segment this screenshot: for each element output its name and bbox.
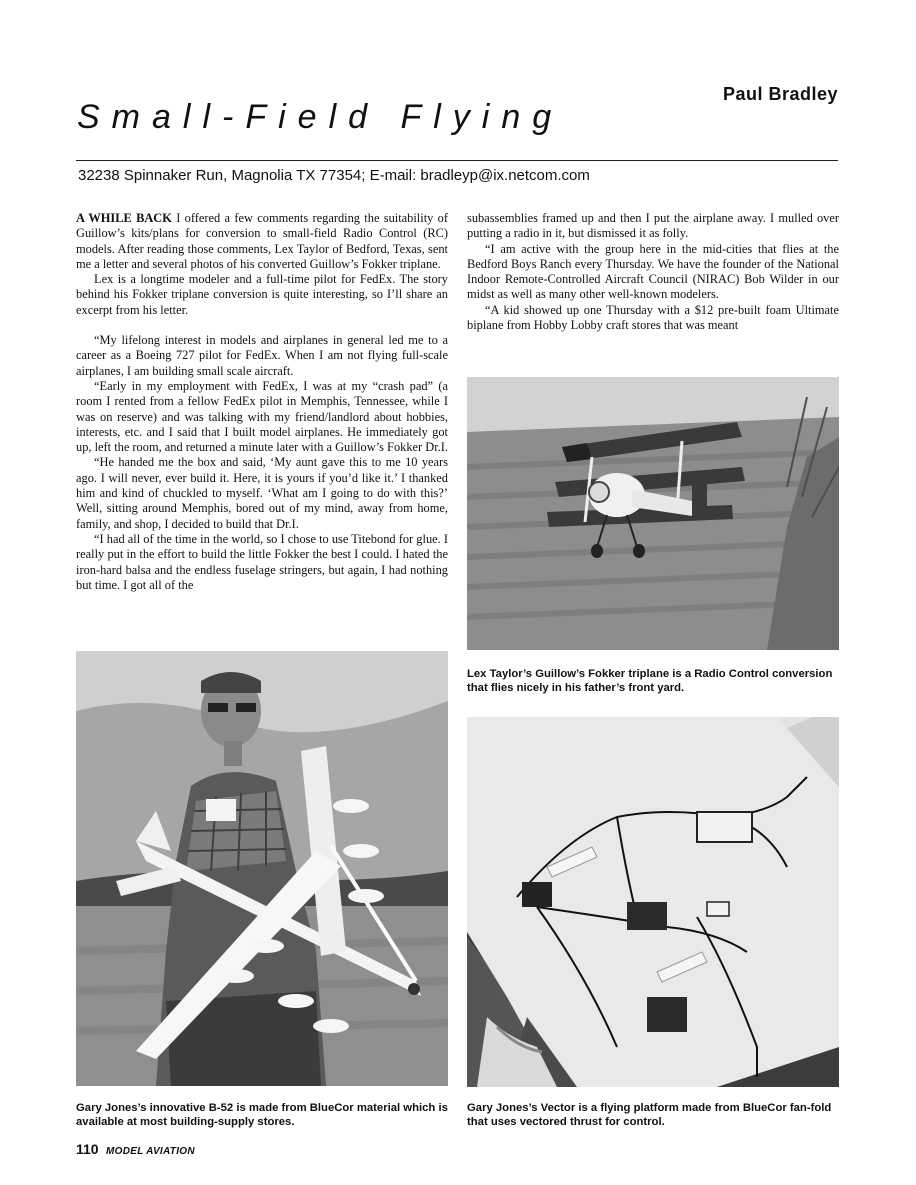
text-column-left [76,211,448,593]
b52-photo [76,651,448,1086]
lead-in: A WHILE BACK [76,211,172,225]
vector-photo [467,717,839,1087]
header-rule [76,160,838,161]
paragraph: “A kid showed up one Thursday with a $12 pre-built foam Ultimate biplane from Hobby Lobby craft stores that was meant [467,302,839,333]
paragraph: “My lifelong interest in models and airplanes in general led me to a career as a Boeing 727 pilot for FedEx. When I am not flying full-scale airplanes, I am building small scale aircraft. [76,333,448,378]
triplane-photo [467,377,839,650]
paragraph: “I am active with the group here in the mid-cities that flies at the Bedford Boys Ranch every Thursday. We have the founder of the National Indoor Remote-Controlled Aircraft Council (NIRAC) Bob Wilder in our midst as well as many other well-known modelers. [467,241,839,302]
text-column-right [467,211,839,333]
author-name: Paul Bradley [722,84,838,104]
page-number: 110 [76,1141,99,1157]
paragraph: subassemblies framed up and then I put the airplane away. I mulled over putting a radio in it, but dismissed it as folly. [467,211,839,241]
paragraph: “He handed me the box and said, ‘My aunt gave this to me 10 years ago. I will never, ever build it. Here, it is yours if you’d like it.’ I thanked him and kind of chuckled to myself. ‘What am I going to do with this?’ Well, sitting around Memphis, bored out of my mind, away from home, family, and shop, I decided to build that Dr.I. [76,455,448,531]
vector-caption: Gary Jones’s Vector is a flying platform made from BlueCor fan-fold that uses vectored thrust for control. [467,1102,832,1128]
paragraph [76,211,448,272]
author-address: 32238 Spinnaker Run, Magnolia TX 77354; E-mail: bradleyp@ix.netcom.com [78,167,590,184]
triplane-caption: Lex Taylor’s Guillow’s Fokker triplane is a Radio Control conversion that flies nicely in his father’s front yard. [467,668,833,694]
paragraph: Lex is a longtime modeler and a full-time pilot for FedEx. The story behind his Fokker triplane conversion is quite interesting, so I’ll share an excerpt from his letter. [76,272,448,317]
paragraph-text: I offered a few comments regarding the suitability of Guillow’s kits/plans for conversion to small-field Radio Control (RC) models. After reading those comments, Lex Taylor of Bedford, Texas, sent me a letter and several photos of his converted Guillow’s Fokker triplane. [76,211,448,271]
magazine-name: MODEL AVIATION [106,1146,195,1157]
paragraph: “I had all of the time in the world, so I chose to use Titebond for glue. I really put in the effort to build the little Fokker the best I could. I hated the iron-hard balsa and the endless fuselage stringers, but again, I had nothing but time. I got all of the [76,531,448,592]
b52-caption: Gary Jones’s innovative B-52 is made from BlueCor material which is available at most building-supply stores. [76,1102,448,1128]
page-footer [76,1141,195,1159]
article-title: Small-Field Flying [77,98,564,136]
paragraph: “Early in my employment with FedEx, I was at my “crash pad” (a room I rented from a fellow FedEx pilot in Memphis, Tennessee, while I was on reserve) and was talking with my friend/landlord about hobbies, interests, etc. and I said that I built model airplanes. He immediately got up, left the room, and returned a minute later with a Guillow’s Fokker Dr.I. [76,378,448,455]
